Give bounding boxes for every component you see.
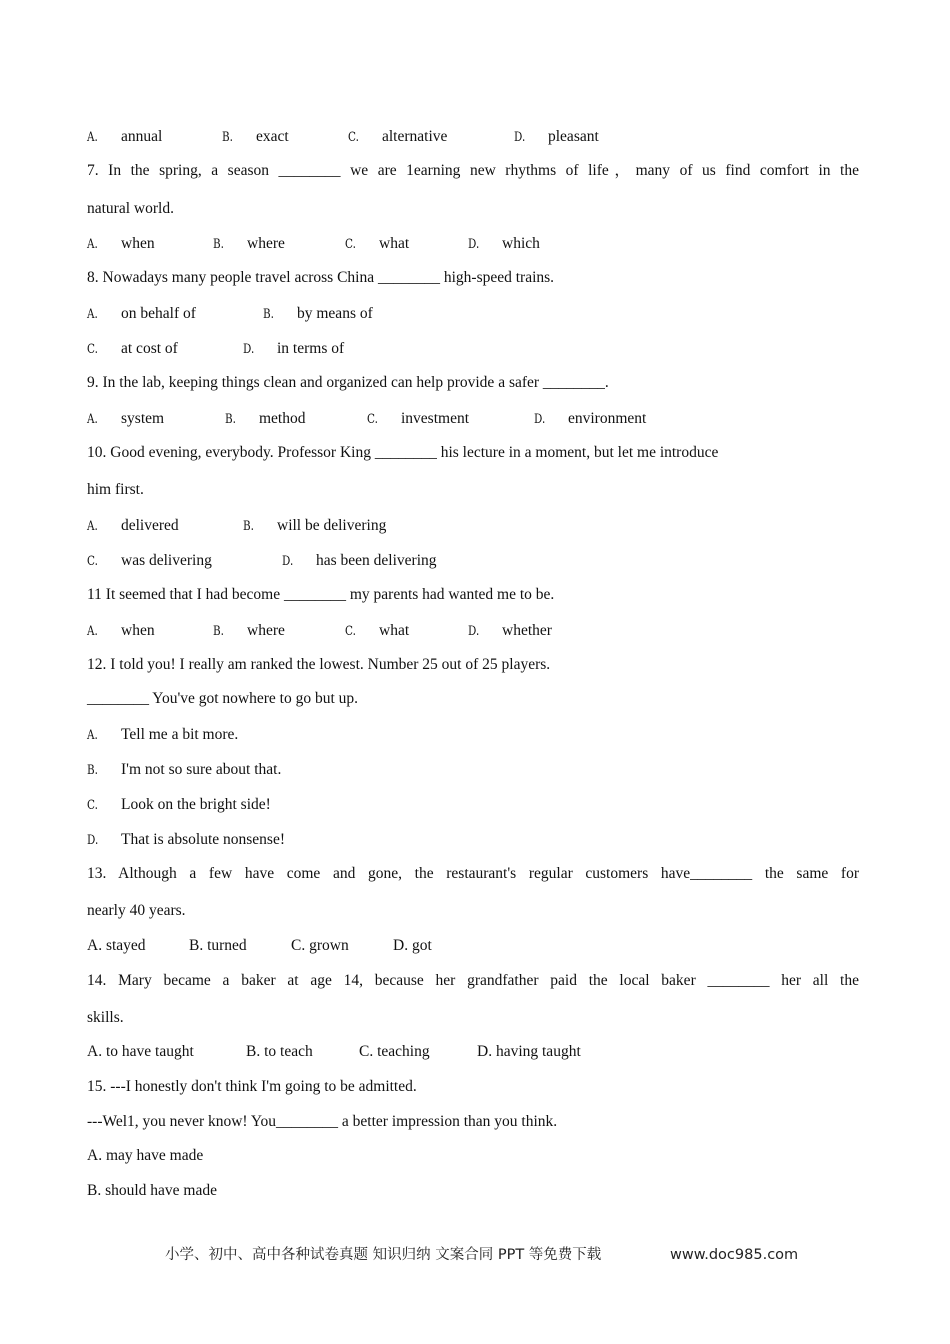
q12-option-b[interactable]: B. I'm not so sure about that. — [87, 761, 282, 778]
q10-option-a[interactable]: A. delivered — [87, 517, 179, 534]
q11-option-b[interactable]: B. where — [213, 622, 285, 639]
q11-option-c[interactable]: C. what — [345, 622, 410, 639]
q11-option-d[interactable]: D. whether — [468, 622, 552, 639]
q15-option-b[interactable]: B. should have made — [87, 1182, 218, 1199]
q6-option-c[interactable]: C. alternative — [348, 128, 448, 145]
q10-option-c[interactable]: C. was delivering — [87, 552, 212, 569]
q12-option-a[interactable]: A. Tell me a bit more. — [87, 726, 239, 743]
q13-stem-cont: nearly 40 years. — [87, 902, 186, 919]
q11-stem: 11 It seemed that I had become ________ my parents had wanted me to be. — [87, 586, 555, 603]
q10-stem-cont: him first. — [87, 481, 144, 498]
footer-url[interactable]: www.doc985.com — [670, 1247, 799, 1263]
q7-option-c[interactable]: C. what — [345, 235, 410, 252]
q10-option-b[interactable]: B. will be delivering — [243, 517, 387, 534]
q7-option-d[interactable]: D. which — [468, 235, 540, 252]
q8-stem: 8. Nowadays many people travel across China ________ high-speed trains. — [87, 269, 555, 286]
q10-stem: 10. Good evening, everybody. Professor King ________ his lecture in a moment, but let me introduce — [87, 444, 719, 461]
q9-option-c[interactable]: C. investment — [367, 410, 470, 427]
q12-option-c[interactable]: C. Look on the bright side! — [87, 796, 271, 813]
q9-option-d[interactable]: D. environment — [534, 410, 647, 427]
q8-option-c[interactable]: C. at cost of — [87, 340, 178, 357]
q7-option-a[interactable]: A. when — [87, 235, 155, 252]
q13-option-b[interactable]: B. turned — [189, 937, 247, 954]
q6-option-a[interactable]: A. annual — [87, 128, 163, 145]
q14-option-d[interactable]: D. having taught — [477, 1043, 581, 1060]
q14-option-c[interactable]: C. teaching — [359, 1043, 430, 1060]
q13-option-d[interactable]: D. got — [393, 937, 432, 954]
q13-stem: 13. Although a few have come and gone, the restaurant's regular customers have________ the same for — [87, 865, 859, 882]
q10-option-d[interactable]: D. has been delivering — [282, 552, 437, 569]
q11-option-a[interactable]: A. when — [87, 622, 155, 639]
q12-option-d[interactable]: D. That is absolute nonsense! — [87, 831, 286, 848]
q8-option-a[interactable]: A. on behalf of — [87, 305, 196, 322]
q13-option-a[interactable]: A. stayed — [87, 937, 146, 954]
q7-stem: 7. In the spring, a season ________ we are 1earning new rhythms of life，many of us find comfort in the — [87, 162, 859, 179]
q12-stem-cont: ________ You've got nowhere to go but up. — [87, 690, 359, 707]
q12-stem: 12. I told you! I really am ranked the lowest. Number 25 out of 25 players. — [87, 656, 551, 673]
q7-option-b[interactable]: B. where — [213, 235, 285, 252]
q14-option-a[interactable]: A. to have taught — [87, 1043, 194, 1060]
q8-option-b[interactable]: B. by means of — [263, 305, 373, 322]
q6-option-d[interactable]: D. pleasant — [514, 128, 599, 145]
footer-text: 小学、初中、高中各种试卷真题 知识归纳 文案合同 PPT 等免费下载 — [165, 1247, 602, 1263]
q9-stem: 9. In the lab, keeping things clean and organized can help provide a safer ________. — [87, 374, 609, 391]
q15-stem-cont: ---Wel1, you never know! You________ a better impression than you think. — [87, 1113, 558, 1130]
q7-stem-cont: natural world. — [87, 200, 174, 217]
q15-option-a[interactable]: A. may have made — [87, 1147, 204, 1164]
q9-option-b[interactable]: B. method — [225, 410, 306, 427]
q14-stem-cont: skills. — [87, 1009, 124, 1026]
q9-option-a[interactable]: A. system — [87, 410, 165, 427]
q8-option-d[interactable]: D. in terms of — [243, 340, 345, 357]
q13-option-c[interactable]: C. grown — [291, 937, 349, 954]
q14-option-b[interactable]: B. to teach — [246, 1043, 313, 1060]
q6-option-b[interactable]: B. exact — [222, 128, 289, 145]
q14-stem: 14. Mary became a baker at age 14, because her grandfather paid the local baker ________ her all the — [87, 972, 859, 989]
q15-stem: 15. ---I honestly don't think I'm going to be admitted. — [87, 1078, 417, 1095]
